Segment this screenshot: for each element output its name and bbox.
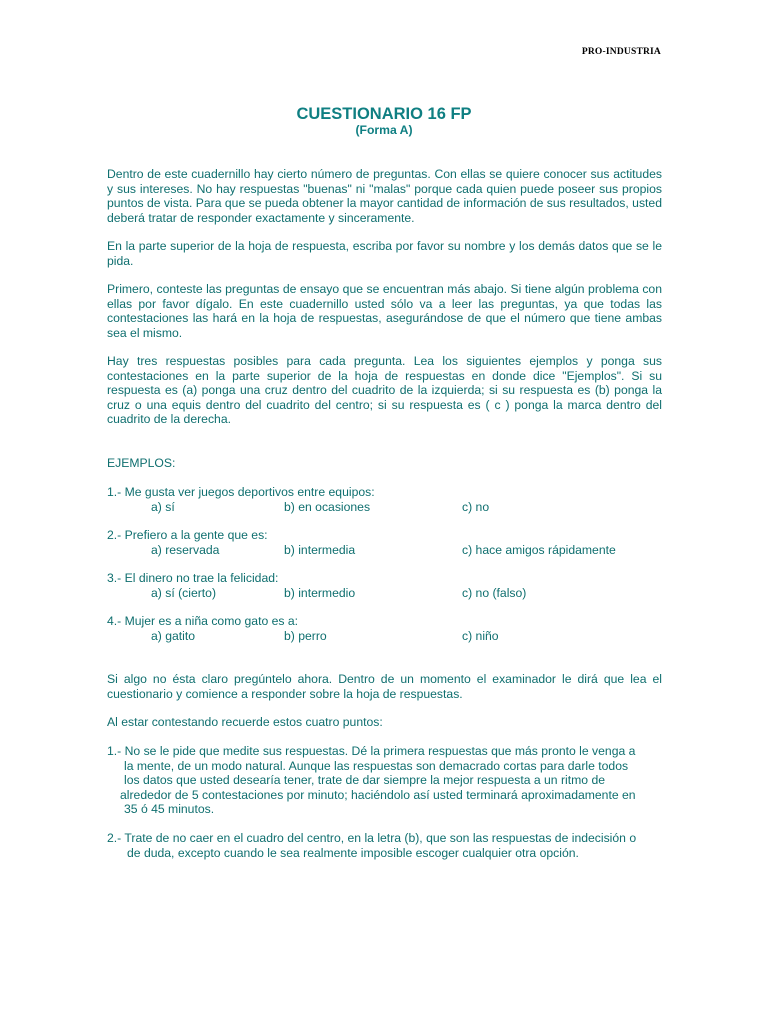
point-1 <box>107 744 667 817</box>
instructions-paragraph: En la parte superior de la hoja de respuesta, escriba por favor su nombre y los demás datos que se le pida. <box>107 239 662 268</box>
option-c: c) niño <box>462 628 499 643</box>
question-stem: 3.- El dinero no trae la felicidad: <box>107 571 279 585</box>
option-c: c) no <box>462 499 490 514</box>
point-line: los datos que usted desearía tener, trate de dar siempre la mejor respuesta a un ritmo de <box>124 773 606 788</box>
example-question-3 <box>107 571 667 600</box>
question-stem: 2.- Prefiero a la gente que es: <box>107 528 268 542</box>
example-question-4 <box>107 614 667 643</box>
option-b: b) en ocasiones <box>284 499 371 514</box>
document-subtitle: (Forma A) <box>355 123 413 137</box>
points-intro: Al estar contestando recuerde estos cuatro puntos: <box>107 715 383 729</box>
option-c: c) hace amigos rápidamente <box>462 542 616 557</box>
answer-format-paragraph: Hay tres respuestas posibles para cada pregunta. Lea los siguientes ejemplos y ponga sus contestaciones en la parte superior de la hoja de respuestas en donde dice "Ejemplos". Si su respuesta es (a) ponga una cruz dentro del cuadrito de la izquierda; si su respuesta es (b) ponga la cruz o una equis dentro del cuadrito del centro; si su respuesta es ( c ) ponga la marca dentro del cuadrito de la derecha. <box>107 354 662 427</box>
point-line: 2.- Trate de no caer en el cuadro del centro, en la letra (b), que son las respuestas de indecisión o <box>107 831 637 845</box>
example-question-2 <box>107 528 667 557</box>
point-line: 1.- No se le pide que medite sus respuestas. Dé la primera respuestas que más pronto le venga a <box>107 744 636 758</box>
option-b: b) intermedio <box>284 585 356 600</box>
option-a: a) reservada <box>151 542 220 557</box>
intro-paragraph: Dentro de este cuadernillo hay cierto número de preguntas. Con ellas se quiere conocer sus actitudes y sus intereses. No hay respuestas "buenas" ni "malas" porque cada quien puede poseer sus propios puntos de vista. Para que se pueda obtener la mayor cantidad de información de sus resultados, usted deberá tratar de responder exactamente y sinceramente. <box>107 167 662 225</box>
option-c: c) no (falso) <box>462 585 527 600</box>
option-b: b) perro <box>284 628 327 643</box>
examples-heading: EJEMPLOS: <box>107 456 176 470</box>
question-stem: 1.- Me gusta ver juegos deportivos entre equipos: <box>107 485 375 499</box>
option-b: b) intermedia <box>284 542 356 557</box>
example-question-1 <box>107 485 667 514</box>
document-title: CUESTIONARIO 16 FP <box>296 105 472 123</box>
point-line: 35 ó 45 minutos. <box>124 802 215 817</box>
point-line: de duda, excepto cuando le sea realmente imposible escoger cualquier otra opción. <box>127 845 579 860</box>
practice-paragraph: Primero, conteste las preguntas de ensayo que se encuentran más abajo. Si tiene algún problema con ellas por favor dígalo. En este cuadernillo usted sólo va a leer las preguntas, ya que todas las contestaciones las hará en la hoja de respuestas, asegurándose de que el número que tiene ambas sea el mismo. <box>107 282 662 340</box>
option-a: a) sí <box>151 499 175 514</box>
point-2 <box>107 831 667 860</box>
option-a: a) gatito <box>151 628 196 643</box>
closing-paragraph: Si algo no ésta claro pregúntelo ahora. Dentro de un momento el examinador le dirá que lea el cuestionario y comience a responder sobre la hoja de respuestas. <box>107 672 662 701</box>
organization-header: PRO-INDUSTRIA <box>581 47 661 57</box>
point-line: la mente, de un modo natural. Aunque las respuestas son demacrado cortas para darle todos <box>124 758 629 773</box>
point-line: alrededor de 5 contestaciones por minuto; haciéndolo así usted terminará aproximadamente en <box>120 787 636 802</box>
question-stem: 4.- Mujer es a niña como gato es a: <box>107 614 299 628</box>
option-a: a) sí (cierto) <box>151 585 217 600</box>
